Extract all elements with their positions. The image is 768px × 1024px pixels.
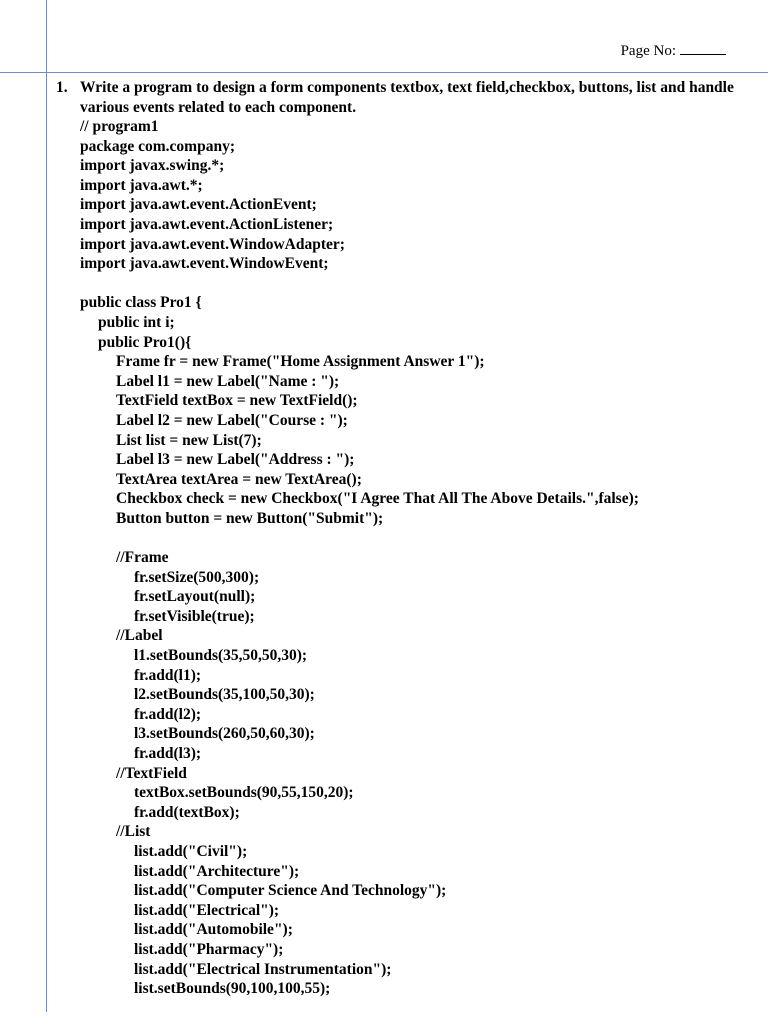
code-line: Label l2 = new Label("Course : "); [116,411,348,429]
code-line: fr.add(l2); [134,705,202,723]
code-line: //Label [116,627,163,645]
code-line: fr.add(textBox); [134,803,240,821]
code-line: textBox.setBounds(90,55,150,20); [134,784,354,802]
code-line: Frame fr = new Frame("Home Assignment Answer 1"); [116,353,485,371]
code-line: public class Pro1 { [80,294,202,312]
code-line: list.add("Civil"); [134,842,248,860]
code-line: import javax.swing.*; [80,157,225,175]
code-line: import java.awt.*; [80,176,203,194]
left-margin-rule [46,0,47,1012]
code-line: fr.setLayout(null); [134,588,256,606]
code-line: import java.awt.event.ActionListener; [80,215,334,233]
code-line: list.add("Computer Science And Technology"); [134,882,447,900]
code-line: Button button = new Button("Submit"); [116,509,384,527]
code-line: public int i; [98,313,175,331]
code-line: l2.setBounds(35,100,50,30); [134,686,315,704]
page-number-blank [680,42,726,55]
code-line: list.setBounds(90,100,100,55); [134,980,331,998]
code-line: // program1 [80,118,159,135]
code-line: fr.setVisible(true); [134,607,255,625]
code-line: import java.awt.event.WindowAdapter; [80,235,345,253]
code-line: package com.company; [80,137,235,155]
code-line: TextArea textArea = new TextArea(); [116,470,362,488]
code-line: TextField textBox = new TextField(); [116,392,358,410]
code-line: //List [116,823,151,841]
question-text: Write a program to design a form components textbox, text field,checkbox, buttons, list and handle various events related to each component. [80,79,734,116]
code-line: list.add("Electrical"); [134,901,280,919]
code-line: list.add("Architecture"); [134,862,300,880]
page-number-label: Page No: [620,43,676,59]
code-line: Label l3 = new Label("Address : "); [116,451,355,469]
page-number-field [621,42,726,60]
code-line: //TextField [116,764,187,782]
code-line: Checkbox check = new Checkbox("I Agree That All The Above Details.",false); [116,490,639,508]
question-1 [56,78,756,117]
code-line: import java.awt.event.WindowEvent; [80,255,329,273]
code-line [80,274,760,294]
header-rule [0,72,768,73]
code-line: l1.setBounds(35,50,50,30); [134,647,308,665]
code-line: public Pro1(){ [98,333,192,351]
code-line: list.add("Electrical Instrumentation"); [134,960,392,978]
code-line: list.add("Pharmacy"); [134,940,284,958]
code-line: fr.add(l3); [134,745,202,762]
code-line: Label l1 = new Label("Name : "); [116,372,340,390]
code-line: l3.setBounds(260,50,60,30); [134,725,315,743]
code-line: fr.add(l1); [134,666,202,684]
code-line: List list = new List(7); [116,431,262,449]
code-line: fr.setSize(500,300); [134,568,260,586]
code-line: //Frame [116,549,169,567]
code-line [80,528,760,548]
code-line: import java.awt.event.ActionEvent; [80,196,317,214]
code-listing [80,117,760,999]
code-line: list.add("Automobile"); [134,921,293,939]
question-number: 1. [56,79,68,96]
